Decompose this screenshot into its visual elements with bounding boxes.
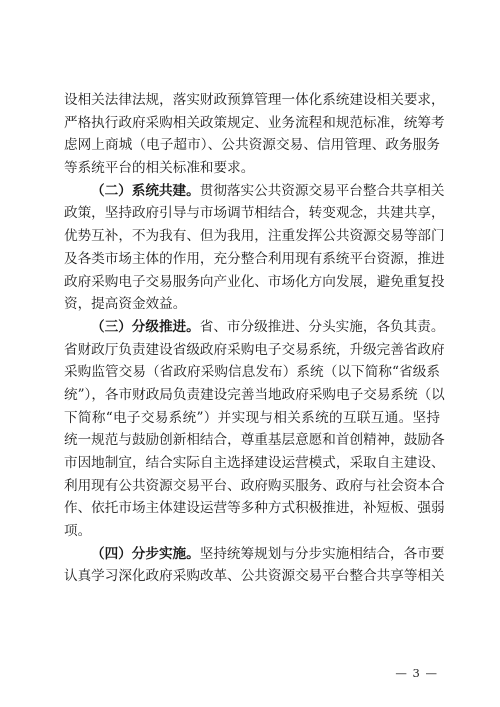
line-text: 采购监管交易（省政府采购信息发布）系统（以下简称“省级系 xyxy=(64,364,440,381)
line-text: 贯彻落实公共资源交易平台整合共享相关 xyxy=(199,182,445,199)
line-text: 统一规范与鼓励创新相结合，尊重基层意愿和首创精神，鼓励各 xyxy=(64,432,445,449)
line-text: 政府采购电子交易服务向产业化、市场化方向发展，避免重复投 xyxy=(64,273,445,290)
line-text: 严格执行政府采购相关政策规定、业务流程和规范标准，统筹考 xyxy=(64,114,445,131)
text-line xyxy=(64,543,445,566)
text-line xyxy=(64,89,445,112)
text-line xyxy=(64,157,440,180)
line-text: 及各类市场主体的作用，充分整合利用现有系统平台资源，推进 xyxy=(64,250,445,267)
line-text: 统”），各市财政局负责建设完善当地政府采购电子交易系统（以 xyxy=(64,386,445,403)
section-heading: （四）分步实施。 xyxy=(91,545,200,562)
text-line xyxy=(64,293,440,316)
text-line xyxy=(64,361,440,384)
line-text: 项。 xyxy=(64,523,92,540)
line-text: 优势互补，不为我有、但为我用，注重发挥公共资源交易等部门 xyxy=(64,228,445,245)
text-line xyxy=(64,475,445,498)
text-line xyxy=(64,202,445,225)
line-text: 下简称“电子交易系统”）并实现与相关系统的互联互通。坚持 xyxy=(64,409,440,426)
text-line xyxy=(64,565,445,588)
text-line xyxy=(64,520,440,543)
line-text: 资，提高资金效益。 xyxy=(64,296,187,313)
text-line xyxy=(64,180,445,203)
line-text: 省、市分级推进、分头实施，各负其责。 xyxy=(199,318,445,335)
text-line xyxy=(64,497,445,520)
text-line xyxy=(64,316,445,339)
line-text: 认真学习深化政府采购改革、公共资源交易平台整合共享等相关 xyxy=(64,568,445,585)
section-heading: （三）分级推进。 xyxy=(91,318,200,335)
line-text: 虑网上商城（电子超市）、公共资源交易、信用管理、政务服务 xyxy=(64,137,440,154)
body-text xyxy=(64,89,445,588)
text-line xyxy=(64,384,445,407)
text-line xyxy=(64,271,445,294)
line-text: 省财政厅负责建设省级政府采购电子交易系统，升级完善省政府 xyxy=(64,341,445,358)
text-line xyxy=(64,225,445,248)
line-text: 市因地制宜，结合实际自主选择建设运营模式，采取自主建设、 xyxy=(64,455,445,471)
text-line xyxy=(64,407,440,430)
text-line xyxy=(64,112,445,135)
line-text: 设相关法律法规，落实财政预算管理一体化系统建设相关要求， xyxy=(64,92,445,108)
text-line xyxy=(64,429,445,452)
line-text: 利用现有公共资源交易平台、政府购买服务、政府与社会资本合 xyxy=(64,477,445,494)
page-number: — 3 — xyxy=(395,666,438,680)
line-text: 等系统平台的相关标准和要求。 xyxy=(64,160,255,177)
line-text: 作、依托市场主体建设运营等多种方式积极推进，补短板、强弱 xyxy=(64,500,445,517)
text-line xyxy=(64,452,445,475)
section-heading: （二）系统共建。 xyxy=(91,182,200,199)
line-text: 政策，坚持政府引导与市场调节相结合，转变观念，共建共享， xyxy=(64,205,445,222)
line-text: 坚持统筹规划与分步实施相结合，各市要 xyxy=(199,545,445,562)
text-line xyxy=(64,248,445,271)
text-line xyxy=(64,339,445,362)
text-line xyxy=(64,134,440,157)
